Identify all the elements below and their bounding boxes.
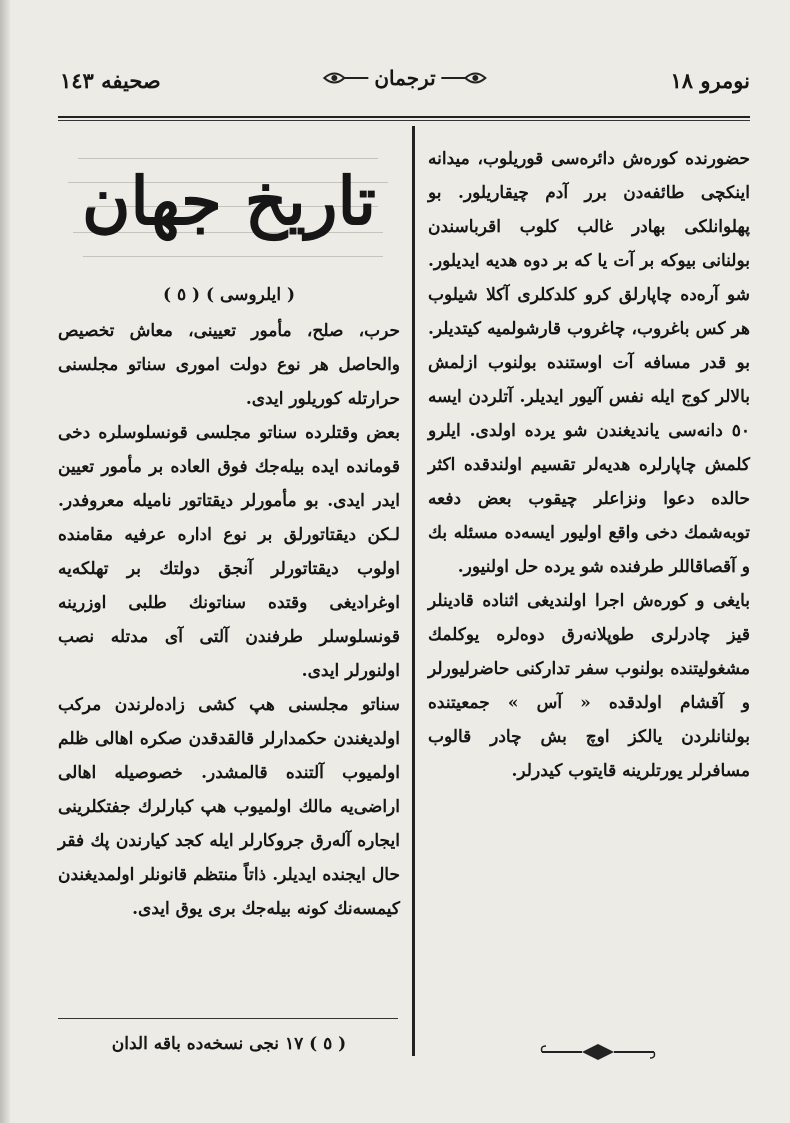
- paragraph: حضورنده کوره‌ش دائره‌سی قوریلوب، میدانه اینکچی طائفه‌دن برر آدم چیقاریلور. بو پهلوانلکی بهادر غالب کلوب اقرباسندن بولنانی بیوکه بر آت یا که بر دوه هدیه ایدیلور. شو آره‌ده چاپارلق کرو کلدکلری آکلا شیلوب هر کس باغروب، چاغروب قارشولمیه کیتدیلر. بو قدر مسافه آت اوستنده بولنوب ازلمش بالالر کوج ایله نفس آلیور ایدیلر. آتلردن ایسه ٥٠ دانه‌سی یاندیغندن شو یرده اولدی. ایلرو کلمش چاپارلره هدیه‌لر تقسیم اولندقده اکثر حالده دعوا ونزاعلر چیقوب بعض دفعه توبه‌شمك دخی واقع اولیور ایسه‌ده مسئله بك و آقصاقاللر طرفنده شو یرده حل اولنیور.: [428, 149, 750, 577]
- left-column: [58, 278, 400, 926]
- column-divider: [412, 126, 415, 1056]
- paragraph: بایغی و کوره‌ش اجرا اولندیغی اثناده قادینلر قیز چادرلری طوپلانه‌رق دوه‌لره یوکلمك مشغولیتنده بولنوب سفر تدارکنی حاضرلیورلر و آقشام اولدقده « آس » جمعیتنده بولنانلردن یالکز اوچ بش چادر قالوب مسافرلر یورتلرینه قایتوب کیدرلر.: [428, 591, 750, 781]
- newspaper-title: ترجمان: [374, 66, 436, 90]
- section-title: تاریخ جهان: [81, 162, 377, 240]
- paragraph: سناتو مجلسنی هپ کشی زاده‌لرندن مرکب اولدیغندن حکمدارلر قالقدقدن صکره اهالی ظلم اولمیوب آلتنده قالمشدر. خصوصیله اهالی اراضی‌یه مالك اولمیوب هپ کبارلرك جفتکلرینی ایجاره آله‌رق جروکارلر ایله کجد کیارندن پك فقر حال ایجنده ایدیلر. ذاتاً منتظم قانونلر اولمدیغندن کیمسه‌نك کونه بیله‌جك بری یوق ایدی.: [58, 695, 400, 919]
- page-number: صحیفه ١٤٣: [60, 68, 161, 93]
- ornament-left-icon: [322, 67, 370, 89]
- newspaper-title-block: [322, 66, 487, 90]
- article-subtitle: ( ایلروسی ) ( ٥ ): [163, 285, 295, 305]
- header-rule: [58, 116, 750, 118]
- footnote: ( ٥ ) ١٧ نجی نسخه‌ده باقه الدان: [111, 1034, 347, 1054]
- header-rule-thin: [58, 120, 750, 121]
- ornament-right-icon: [440, 67, 488, 89]
- section-masthead: [58, 136, 400, 268]
- right-column: [428, 142, 750, 788]
- page-edge-shadow: [0, 0, 10, 1123]
- page-header: [60, 66, 750, 106]
- bleed-through-line: [83, 256, 383, 257]
- footnote-rule: [58, 1018, 398, 1019]
- paragraph: حرب، صلح، مأمور تعیینی، معاش تخصیص والحاصل هر نوع دولت اموری سناتو مجلسنی حرارتله کوریلور ایدی.: [58, 321, 400, 409]
- paragraph: بعض وقتلرده سناتو مجلسی قونسلوسلره دخی قومانده ایده بیله‌جك فوق العاده بر مأمور تعیین ایدر ایدی. بو مأمورلر دیقتاتور نامیله معروفدر. لـکن دیقتاتورلق بر نوع اداره عرفیه مقامنده اولوب دیقتاتورلر آنجق دولتك بر تهلکه‌یه اوغرادیغی وقتده سناتونك طلبی اوزرینه قونسلوسلر طرفندن آلتی آی مدتله نصب اولنورلر ایدی.: [58, 423, 400, 681]
- end-ornament-icon: [538, 1040, 658, 1064]
- issue-number: نومرو ١٨: [670, 68, 750, 93]
